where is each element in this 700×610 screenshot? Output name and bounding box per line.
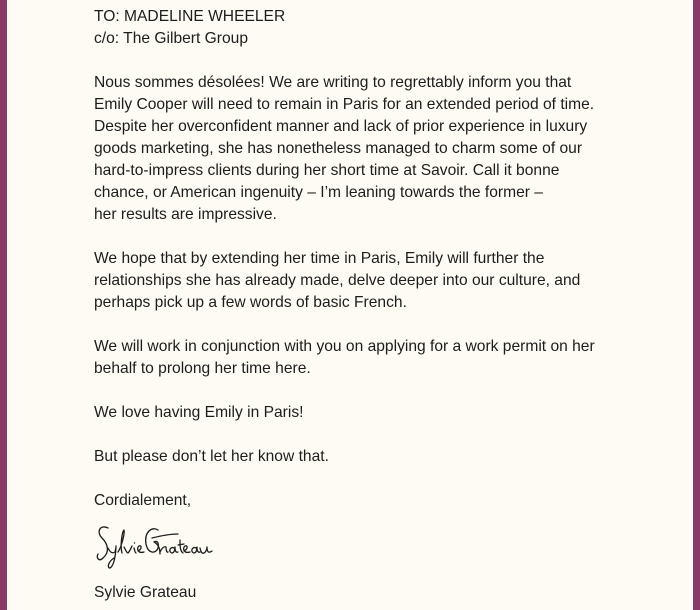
- paragraph-line: Nous sommes désolées! We are writing to regrettably inform you that: [94, 74, 572, 91]
- paragraph-line: chance, or American ingenuity – I’m leaning towards the former –: [94, 184, 543, 201]
- paragraph-line: her results are impressive.: [94, 206, 277, 223]
- paragraph-line: goods marketing, she has nonetheless managed to charm some of our: [94, 140, 583, 157]
- recipient-co-line: c/o: The Gilbert Group: [94, 30, 248, 47]
- paragraph-line: Despite her overconfident manner and lack of prior experience in luxury: [94, 118, 588, 135]
- paragraph-5: [94, 446, 654, 468]
- paragraph-line: behalf to prolong her time here.: [94, 360, 311, 377]
- paragraph-line: Emily Cooper will need to remain in Paris for an extended period of time.: [94, 96, 595, 113]
- recipient-to-line: TO: MADELINE WHEELER: [94, 8, 286, 25]
- paragraph-1: [94, 72, 654, 226]
- paragraph-line: relationships she has already made, delve deeper into our culture, and: [94, 272, 581, 289]
- paragraph-2: [94, 248, 654, 314]
- recipient-block: [94, 6, 654, 50]
- paragraph-line: hard-to-impress clients during her short time at Savoir. Call it bonne: [94, 162, 560, 179]
- paragraph-line: But please don’t let her know that.: [94, 448, 329, 465]
- closing: [94, 490, 654, 512]
- paragraph-line: We hope that by extending her time in Paris, Emily will further the: [94, 250, 545, 267]
- paragraph-4: [94, 402, 654, 424]
- letter-body: [94, 6, 654, 604]
- paragraph-line: perhaps pick up a few words of basic French.: [94, 294, 407, 311]
- paragraph-line: We will work in conjunction with you on applying for a work permit on her: [94, 338, 595, 355]
- closing-salutation: Cordialement,: [94, 492, 192, 509]
- signature-image: [94, 518, 234, 574]
- signer-name: Sylvie Grateau: [94, 584, 197, 601]
- signer-block: [94, 582, 654, 604]
- letter-paper: [7, 0, 693, 610]
- paragraph-line: We love having Emily in Paris!: [94, 404, 304, 421]
- paragraph-3: [94, 336, 654, 380]
